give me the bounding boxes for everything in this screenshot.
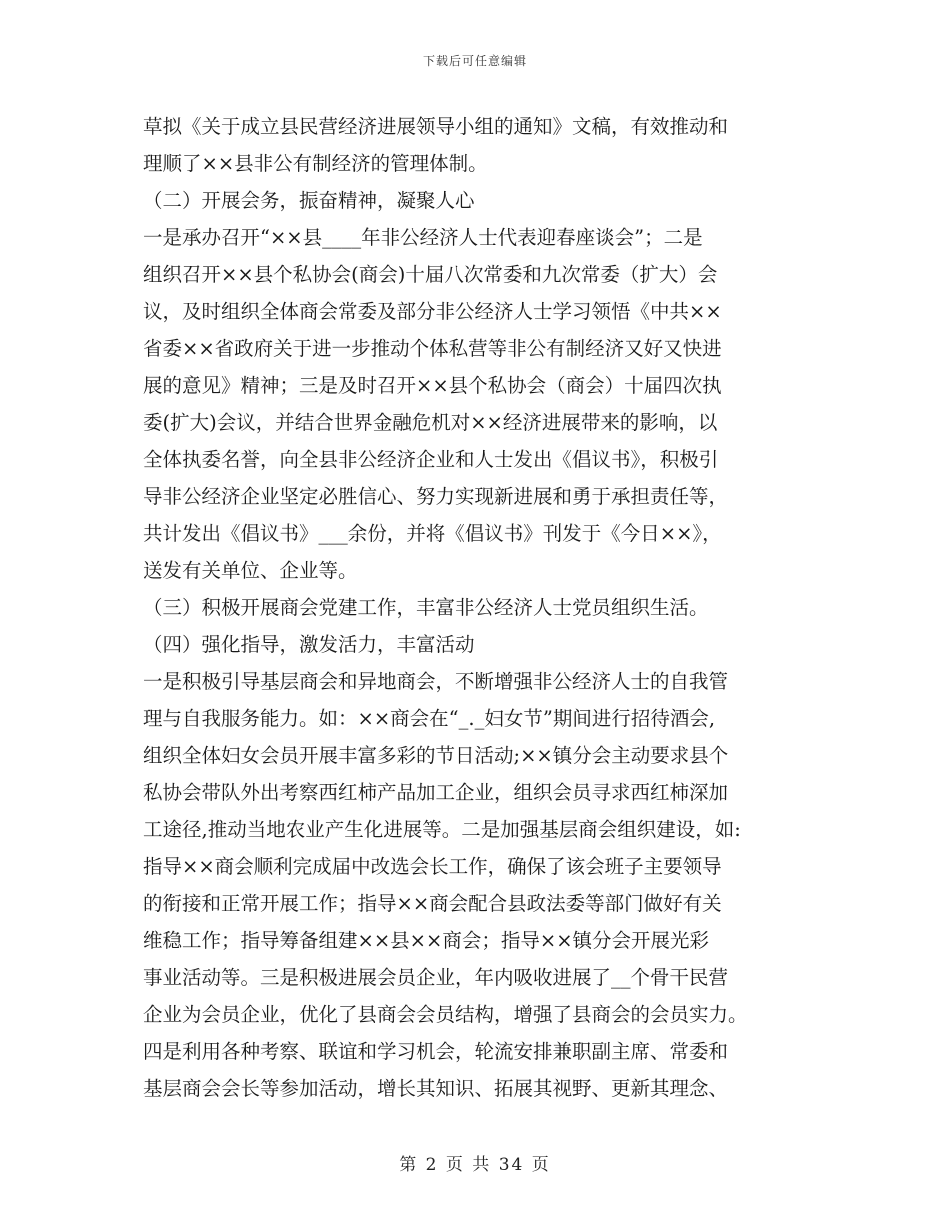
text-line: 理顺了××县非公有制经济的管理体制。 bbox=[143, 152, 488, 175]
text-line: 维稳工作；指导筹备组建××县××商会；指导××镇分会开展光彩 bbox=[143, 929, 710, 952]
text-line: 一是积极引导基层商会和异地商会，不断增强非公经济人士的自我管 bbox=[143, 670, 729, 693]
text-line: 省委××省政府关于进一步推动个体私营等非公有制经济又好又快进 bbox=[143, 337, 722, 360]
text-line: 组织召开××县个私协会(商会)十届八次常委和九次常委（扩大）会 bbox=[143, 263, 718, 286]
section-heading: （二）开展会务，振奋精神，凝聚人心 bbox=[143, 189, 475, 212]
page-header-note: 下载后可任意编辑 bbox=[422, 54, 527, 68]
text-line: 四是利用各种考察、联谊和学习机会，轮流安排兼职副主席、常委和 bbox=[143, 1040, 729, 1063]
text-line: 组织全体妇女会员开展丰富多彩的节日活动;××镇分会主动要求县个 bbox=[143, 744, 729, 767]
text-line: 私协会带队外出考察西红柿产品加工企业，组织会员寻求西红柿深加 bbox=[143, 781, 729, 804]
text-line: 理与自我服务能力。如：××商会在“_._妇女节”期间进行招待酒会, bbox=[143, 707, 716, 730]
text-line: 的衔接和正常开展工作；指导××商会配合县政法委等部门做好有关 bbox=[143, 892, 722, 915]
text-line: 展的意见》精神；三是及时召开××县个私协会（商会）十届四次执 bbox=[143, 374, 722, 397]
text-line: 送发有关单位、企业等。 bbox=[143, 559, 358, 582]
text-line: 议，及时组织全体商会常委及部分非公经济人士学习领悟《中共×× bbox=[143, 300, 722, 323]
text-line: 草拟《关于成立县民营经济进展领导小组的通知》文稿，有效推动和 bbox=[143, 115, 729, 138]
page-number: 第 2 页 共 34 页 bbox=[399, 1155, 551, 1175]
text-line: 企业为会员企业，优化了县商会会员结构，增强了县商会的会员实力。 bbox=[143, 1003, 748, 1026]
text-line: 导非公经济企业坚定必胜信心、努力实现新进展和勇于承担责任等， bbox=[143, 485, 729, 508]
text-line: 事业活动等。三是积极进展会员企业，年内吸收进展了__个骨干民营 bbox=[143, 966, 729, 989]
text-line: 全体执委名誉，向全县非公经济企业和人士发出《倡议书》，积极引 bbox=[143, 448, 719, 471]
text-line: 共计发出《倡议书》___余份，并将《倡议书》刊发于《今日××》， bbox=[143, 522, 722, 545]
text-line: 指导××商会顺利完成届中改选会长工作，确保了该会班子主要领导 bbox=[143, 855, 722, 878]
text-line: 基层商会会长等参加活动，增长其知识、拓展其视野、更新其理念、 bbox=[143, 1077, 729, 1100]
document-body bbox=[143, 108, 823, 1107]
section-heading: （三）积极开展商会党建工作，丰富非公经济人士党员组织生活。 bbox=[143, 596, 709, 619]
text-line: 委(扩大)会议，并结合世界金融危机对××经济进展带来的影响，以 bbox=[143, 411, 718, 434]
text-line: 工途径,推动当地农业产生化进展等。二是加强基层商会组织建设，如: bbox=[143, 818, 741, 841]
text-line: 一是承办召开“××县____年非公经济人士代表迎春座谈会”；二是 bbox=[143, 226, 703, 249]
section-heading: （四）强化指导，激发活力，丰富活动 bbox=[143, 633, 475, 656]
